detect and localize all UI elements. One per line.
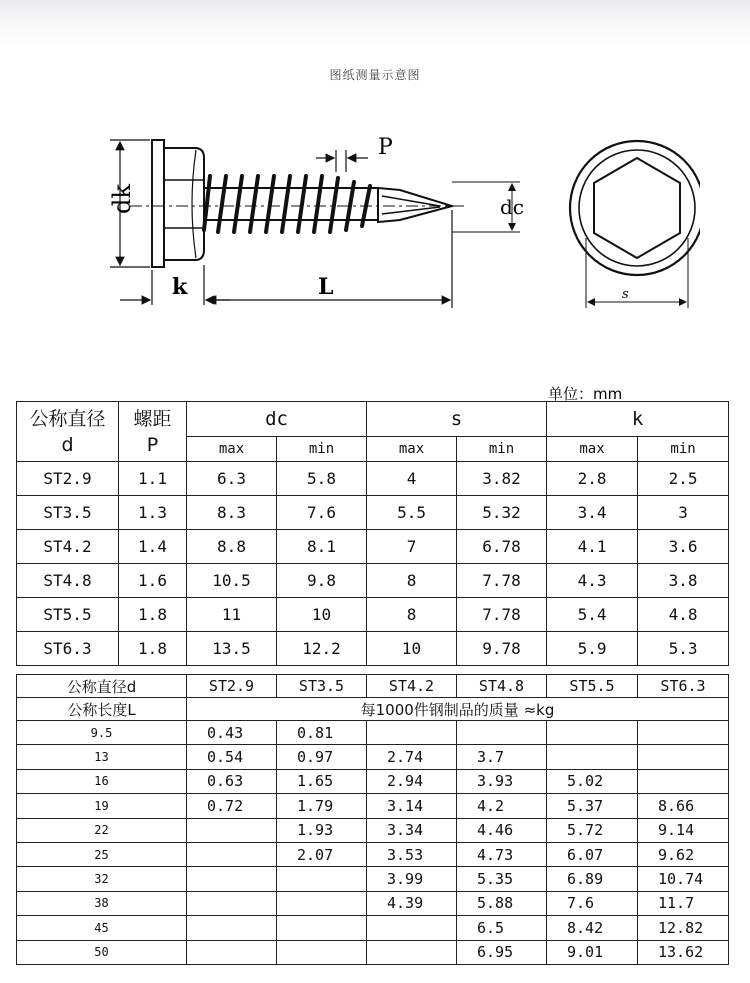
mass-cell-length: 32	[17, 867, 187, 891]
mass-cell: 3.7	[457, 745, 547, 769]
spec-cell-s-max: 5.5	[367, 496, 457, 530]
mass-diameter-cell: ST6.3	[638, 675, 729, 698]
spec-cell-k-min: 3.8	[638, 564, 729, 598]
screw-hex-head	[164, 148, 204, 260]
mass-cell: 2.74	[367, 745, 457, 769]
mass-row	[17, 916, 729, 940]
mass-cell	[277, 916, 367, 940]
mass-cell	[367, 940, 457, 964]
mass-cell: 0.43	[187, 721, 277, 745]
mass-row	[17, 818, 729, 842]
mass-cell	[547, 721, 638, 745]
unit-label: 单位：mm	[548, 385, 623, 403]
mass-cell: 8.66	[638, 794, 729, 818]
spec-cell-k-max: 5.9	[547, 632, 638, 666]
mass-cell-length: 19	[17, 794, 187, 818]
mass-row	[17, 721, 729, 745]
spec-cell-dc-max: 8.8	[187, 530, 277, 564]
mass-cell: 8.42	[547, 916, 638, 940]
L-label: L	[318, 274, 334, 300]
spec-cell-k-max: 5.4	[547, 598, 638, 632]
mass-cell: 0.54	[187, 745, 277, 769]
mass-cell-length: 9.5	[17, 721, 187, 745]
spec-header-row	[17, 402, 729, 437]
mass-cell-length: 16	[17, 769, 187, 793]
spec-cell-d: ST4.8	[17, 564, 119, 598]
spec-row	[17, 632, 729, 666]
spec-cell-dc-max: 13.5	[187, 632, 277, 666]
mass-cell	[457, 721, 547, 745]
spec-cell-s-max: 8	[367, 598, 457, 632]
spec-cell-dc-min: 5.8	[277, 462, 367, 496]
spec-cell-p: 1.6	[119, 564, 187, 598]
mass-cell: 0.63	[187, 769, 277, 793]
mass-table	[16, 674, 729, 965]
spec-cell-p: 1.8	[119, 632, 187, 666]
spec-cell-s-min: 7.78	[457, 564, 547, 598]
mass-diameter-row	[17, 675, 729, 698]
P-label: P	[378, 135, 393, 160]
spec-cell-dc-min: 7.6	[277, 496, 367, 530]
mass-cell	[187, 867, 277, 891]
spec-cell-p: 1.4	[119, 530, 187, 564]
mass-cell	[187, 940, 277, 964]
mass-cell: 1.65	[277, 769, 367, 793]
screw-dimension-diagram	[100, 110, 700, 325]
mass-row	[17, 745, 729, 769]
s-group-header: s	[367, 402, 547, 437]
mass-cell	[638, 745, 729, 769]
mass-cell: 10.74	[638, 867, 729, 891]
mass-cell: 3.93	[457, 769, 547, 793]
dc-label: dc	[500, 195, 525, 219]
spec-cell-dc-max: 10.5	[187, 564, 277, 598]
spec-cell-s-max: 10	[367, 632, 457, 666]
mass-row	[17, 891, 729, 915]
spec-cell-s-max: 7	[367, 530, 457, 564]
spec-row	[17, 462, 729, 496]
spec-cell-s-min: 6.78	[457, 530, 547, 564]
dk-label: dk	[108, 184, 136, 214]
mass-cell: 4.2	[457, 794, 547, 818]
mass-cell: 1.93	[277, 818, 367, 842]
dc-min-header: min	[277, 437, 367, 462]
mass-cell	[187, 891, 277, 915]
mass-cell-length: 50	[17, 940, 187, 964]
spec-row	[17, 598, 729, 632]
mass-diameter-cell: ST4.8	[457, 675, 547, 698]
pitch-header	[119, 402, 187, 462]
spec-row	[17, 496, 729, 530]
mass-cell	[187, 818, 277, 842]
spec-table	[16, 401, 729, 666]
mass-cell: 3.53	[367, 842, 457, 866]
spec-row	[17, 530, 729, 564]
mass-cell: 5.72	[547, 818, 638, 842]
spec-cell-k-max: 4.1	[547, 530, 638, 564]
screw-drill-point	[378, 188, 452, 222]
screw-washer-flange	[152, 140, 164, 267]
mass-cell-length: 38	[17, 891, 187, 915]
spec-cell-s-min: 9.78	[457, 632, 547, 666]
spec-cell-k-min: 5.3	[638, 632, 729, 666]
mass-cell	[187, 842, 277, 866]
spec-cell-k-min: 3	[638, 496, 729, 530]
k-label: k	[172, 274, 188, 300]
mass-cell: 7.6	[547, 891, 638, 915]
mass-cell	[187, 916, 277, 940]
spec-cell-p: 1.8	[119, 598, 187, 632]
mass-row	[17, 940, 729, 964]
mass-row	[17, 769, 729, 793]
spec-cell-d: ST6.3	[17, 632, 119, 666]
mass-cell: 6.5	[457, 916, 547, 940]
spec-cell-k-min: 3.6	[638, 530, 729, 564]
spec-cell-dc-max: 8.3	[187, 496, 277, 530]
pitch-header-label: 螺距	[133, 407, 172, 430]
mass-cell-length: 45	[17, 916, 187, 940]
mass-cell: 5.02	[547, 769, 638, 793]
mass-cell: 4.73	[457, 842, 547, 866]
spec-cell-dc-min: 8.1	[277, 530, 367, 564]
diagram-title: 图纸测量示意图	[329, 68, 421, 82]
mass-row	[17, 867, 729, 891]
mass-cell: 2.94	[367, 769, 457, 793]
mass-cell: 2.07	[277, 842, 367, 866]
spec-cell-k-min: 4.8	[638, 598, 729, 632]
mass-cell: 6.07	[547, 842, 638, 866]
screw-end-view	[570, 141, 700, 275]
spec-cell-dc-max: 6.3	[187, 462, 277, 496]
mass-cell-length: 13	[17, 745, 187, 769]
dc-group-header: dc	[187, 402, 367, 437]
k-max-header: max	[547, 437, 638, 462]
mass-cell: 5.35	[457, 867, 547, 891]
mass-cell: 3.99	[367, 867, 457, 891]
spec-cell-s-min: 5.32	[457, 496, 547, 530]
pitch-header-symbol: P	[146, 433, 159, 456]
mass-cell: 4.39	[367, 891, 457, 915]
mass-length-row	[17, 698, 729, 721]
spec-cell-k-max: 2.8	[547, 462, 638, 496]
mass-cell: 12.82	[638, 916, 729, 940]
mass-cell: 3.34	[367, 818, 457, 842]
mass-cell: 11.7	[638, 891, 729, 915]
k-min-header: min	[638, 437, 729, 462]
mass-cell: 9.01	[547, 940, 638, 964]
spec-cell-s-max: 8	[367, 564, 457, 598]
s-label: s	[622, 287, 629, 302]
mass-cell: 4.46	[457, 818, 547, 842]
mass-cell: 0.81	[277, 721, 367, 745]
mass-cell: 3.14	[367, 794, 457, 818]
diameter-header-label: 公称直径	[29, 407, 106, 430]
k-group-header: k	[547, 402, 729, 437]
mass-cell	[277, 867, 367, 891]
spec-cell-dc-max: 11	[187, 598, 277, 632]
mass-cell	[547, 745, 638, 769]
spec-cell-k-max: 3.4	[547, 496, 638, 530]
mass-cell	[367, 916, 457, 940]
diameter-header-symbol: d	[61, 433, 74, 456]
mass-diameter-cell: ST4.2	[367, 675, 457, 698]
mass-cell	[277, 891, 367, 915]
spec-row	[17, 564, 729, 598]
spec-cell-s-min: 7.78	[457, 598, 547, 632]
spec-cell-s-min: 3.82	[457, 462, 547, 496]
spec-cell-p: 1.3	[119, 496, 187, 530]
spec-cell-s-max: 4	[367, 462, 457, 496]
mass-cell: 13.62	[638, 940, 729, 964]
mass-cell: 0.72	[187, 794, 277, 818]
s-max-header: max	[367, 437, 457, 462]
mass-diameter-cell: ST5.5	[547, 675, 638, 698]
mass-unit-label: 每1000件钢制品的质量 ≈kg	[187, 698, 729, 721]
mass-cell	[367, 721, 457, 745]
mass-diameter-cell: ST2.9	[187, 675, 277, 698]
mass-cell	[638, 721, 729, 745]
spec-cell-d: ST3.5	[17, 496, 119, 530]
mass-diameter-label: 公称直径d	[17, 675, 187, 698]
s-min-header: min	[457, 437, 547, 462]
mass-cell: 1.79	[277, 794, 367, 818]
spec-cell-k-min: 2.5	[638, 462, 729, 496]
mass-cell: 5.88	[457, 891, 547, 915]
top-fade-band	[0, 0, 750, 50]
spec-cell-p: 1.1	[119, 462, 187, 496]
mass-row	[17, 842, 729, 866]
mass-cell: 9.62	[638, 842, 729, 866]
diameter-header	[17, 402, 119, 462]
spec-cell-d: ST5.5	[17, 598, 119, 632]
spec-cell-dc-min: 12.2	[277, 632, 367, 666]
mass-length-label: 公称长度L	[17, 698, 187, 721]
spec-cell-dc-min: 9.8	[277, 564, 367, 598]
mass-cell: 6.89	[547, 867, 638, 891]
mass-cell: 6.95	[457, 940, 547, 964]
mass-row	[17, 794, 729, 818]
mass-cell: 0.97	[277, 745, 367, 769]
mass-diameter-cell: ST3.5	[277, 675, 367, 698]
mass-cell	[638, 769, 729, 793]
spec-cell-k-max: 4.3	[547, 564, 638, 598]
spec-cell-d: ST2.9	[17, 462, 119, 496]
mass-cell: 9.14	[638, 818, 729, 842]
mass-cell-length: 22	[17, 818, 187, 842]
mass-cell	[277, 940, 367, 964]
spec-cell-dc-min: 10	[277, 598, 367, 632]
mass-cell-length: 25	[17, 842, 187, 866]
mass-cell: 5.37	[547, 794, 638, 818]
spec-cell-d: ST4.2	[17, 530, 119, 564]
dc-max-header: max	[187, 437, 277, 462]
